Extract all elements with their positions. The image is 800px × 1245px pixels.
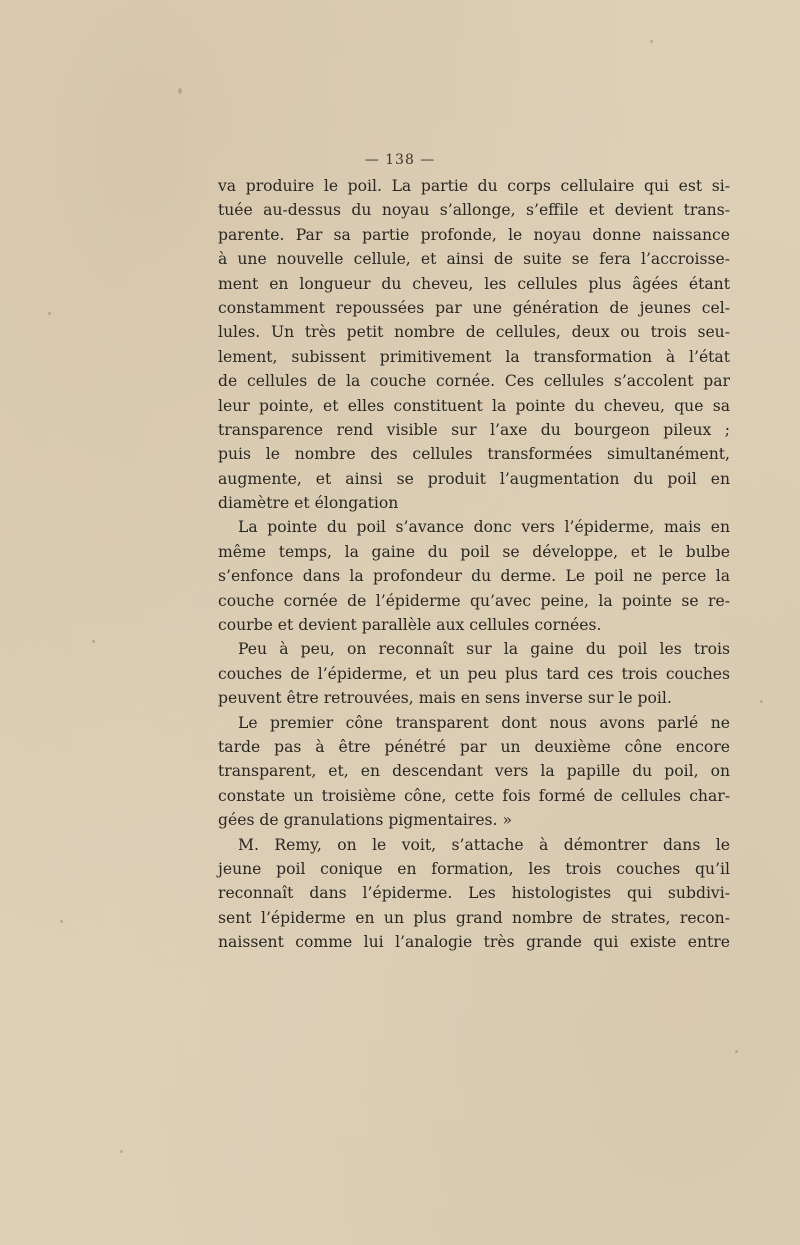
text-line: jeune poil conique en formation, les trois couches qu’il [218,859,730,878]
text-line: transparence rend visible sur l’axe du bourgeon pileux ; [218,420,730,439]
text-line: sent l’épiderme en un plus grand nombre de strates, recon- [218,908,730,927]
paper-speck [92,640,95,643]
paper-speck [60,920,63,923]
text-line: lement, subissent primitivement la transformation à l’état [218,347,730,366]
text-line: gées de granulations pigmentaires. » [218,811,513,830]
text-line: ment en longueur du cheveu, les cellules plus âgées étant [218,274,730,293]
text-line: tarde pas à être pénétré par un deuxième cône encore [218,737,730,756]
text-line: s’enfonce dans la profondeur du derme. Le poil ne perce la [218,567,730,586]
text-line: transparent, et, en descendant vers la papille du poil, on [218,762,730,781]
text-line: Le premier cône transparent dont nous avons parlé ne [238,713,730,732]
text-line: constamment repoussées par une génération de jeunes cel- [218,298,730,317]
text-line: M. Remy, on le voit, s’attache à démontrer dans le [238,835,730,854]
text-line: peuvent être retrouvées, mais en sens inverse sur le poil. [218,689,672,708]
text-line: leur pointe, et elles constituent la pointe du cheveu, que sa [218,396,730,415]
text-line: puis le nombre des cellules transformées simultanément, [218,445,730,464]
page-number: — 138 — [364,152,436,168]
text-line: parente. Par sa partie profonde, le noyau donne naissance [218,225,730,244]
paper-speck [178,88,182,94]
body-text [218,174,730,955]
paper-speck [760,700,763,703]
text-line: à une nouvelle cellule, et ainsi de suite se fera l’accroisse- [218,250,730,269]
text-line: constate un troisième cône, cette fois formé de cellules char- [218,786,730,805]
paper-speck [120,1150,123,1153]
paper-speck [735,1050,738,1053]
text-line: lules. Un très petit nombre de cellules, deux ou trois seu- [218,323,730,342]
text-line: Peu à peu, on reconnaît sur la gaine du poil les trois [238,640,730,659]
paper-speck [48,312,51,315]
text-line: diamètre et élongation [218,494,399,513]
text-line: couche cornée de l’épiderme qu’avec peine, la pointe se re- [218,591,730,610]
text-line: va produire le poil. La partie du corps cellulaire qui est si- [218,177,730,195]
text-line: augmente, et ainsi se produit l’augmentation du poil en [218,469,730,488]
paper-speck [650,40,653,43]
text-line: couches de l’épiderme, et un peu plus tard ces trois couches [218,664,730,683]
text-line: courbe et devient parallèle aux cellules cornées. [218,616,602,635]
text-line: naissent comme lui l’analogie très grande qui existe entre [218,933,730,952]
text-line: reconnaît dans l’épiderme. Les histologistes qui subdivi- [218,884,730,903]
text-line: La pointe du poil s’avance donc vers l’épiderme, mais en [238,518,730,537]
text-line: tuée au-dessus du noyau s’allonge, s’effile et devient trans- [218,201,730,220]
text-line: même temps, la gaine du poil se développe, et le bulbe [218,542,730,561]
text-line: de cellules de la couche cornée. Ces cellules s’accolent par [218,372,730,391]
